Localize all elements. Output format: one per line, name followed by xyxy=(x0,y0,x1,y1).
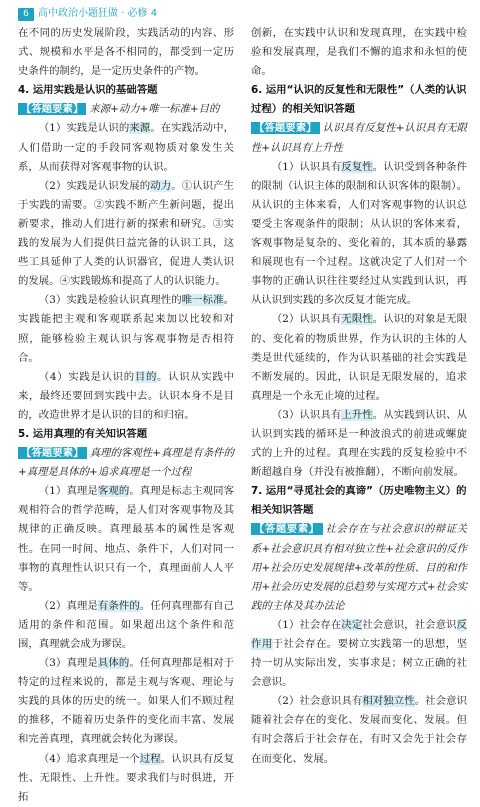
highlighted-term: 决定 xyxy=(341,618,363,631)
answer-key-tag: 【答题要素】 xyxy=(251,122,320,134)
highlighted-term: 反作用 xyxy=(251,618,467,650)
page-header xyxy=(0,0,480,26)
section-7-heading: 7. 运用“寻觅社会的真谛”（历史唯物主义）的相关知识答题 xyxy=(251,485,467,517)
page-number-badge: 6 xyxy=(18,8,34,21)
paragraph-truth-objective: （1）真理是客观的。真理是标志主观同客观相符合的哲学范畴，是人们对客观事物及其规律的正确反映。真理最基本的属性是客观性。在同一时间、地点、条件下，人们对同一事物的真理性认识只有一个，真理面前人人平等。 xyxy=(18,485,235,593)
answer-key-tag: 【答题要素】 xyxy=(18,103,86,115)
answer-key-tag: 【答题要素】 xyxy=(18,447,87,459)
paragraph-cognition-ascending: （3）认识具有上升性。从实践到认识、从认识到实践的循环是一种波浪式的前进或螺旋式的上升的过程。真理在实践的反复检验中不断超越自身（并没有被推翻），不断向前发展。 xyxy=(251,408,467,479)
key-points-text: 认识具有反复性+认识具有无限性+认识具有上升性 xyxy=(251,122,467,154)
paragraph-cognition-infinite: （2）认识具有无限性。认识的对象是无限的、变化着的物质世界，作为认识的主体的人类是世代延续的，作为认识基础的社会实践是不断发展的。因此，认识是无限发展的，追求真理是一个永无止境的过程。 xyxy=(251,313,467,402)
paragraph-practice-motive: （2）实践是认识发展的动力。①认识产生于实践的需要。②实践不断产生新问题，提出新要求，推动人们进行新的探索和研究。③实践的发展为人们提供日益完备的认识工具，这些工具延伸了人类的认识器官，促进人类认识的发展。④实践锻炼和提高了人的认识能力。 xyxy=(18,179,234,288)
highlighted-term: 相对独立性 xyxy=(362,695,415,708)
answer-key-tag: 【答题要素】 xyxy=(251,523,323,535)
section-5-key-points xyxy=(18,444,234,482)
right-column xyxy=(251,24,467,769)
paragraph-cognition-repetitive: （1）认识具有反复性。认识受到各种条件的限制（认识主体的限制和认识客体的限制）。从认识的主体来看，人们对客观事物的认识总要受主客观条件的限制；从认识的客体来看，客观事物是复杂的、变化着的，其本质的暴露和展现也有一个过程。这就决定了人们对一个事物的正确认识往往要经过从实践到认识，再从认识到实践的多次反复才能完成。 xyxy=(251,160,467,307)
highlighted-term: 反复性 xyxy=(341,160,373,173)
paragraph-truth-conditional: （2）真理是有条件的。任何真理都有自己适用的条件和范围。如果超出这个条件和范围，真理就会成为谬误。 xyxy=(18,599,234,650)
paragraph-practice-purpose: （4）实践是认识的目的。认识从实践中来，最终还要回到实践中去。认识本身不是目的，改造世界才是认识的目的和归宿。 xyxy=(18,370,234,421)
paragraph-truth-process: （4）追求真理是一个过程。认识具有反复性、无限性、上升性。要求我们与时俱进，开拓 xyxy=(18,752,234,803)
highlighted-term: 客观的 xyxy=(97,485,130,498)
left-column xyxy=(18,24,234,807)
paragraph-social-existence: （1）社会存在决定社会意识，社会意识反作用于社会存在。要树立实践第一的思想，坚持一切从实际出发，实事求是；树立正确的社会意识。 xyxy=(251,618,468,689)
section-7-key-points xyxy=(251,520,467,615)
section-6-key-points xyxy=(251,119,467,157)
section-4-key-points xyxy=(18,100,234,119)
intro-paragraph: 在不同的历史发展阶段，实践活动的内容、形式、规模和水平是各不相同的，都受到一定历史条件的制约，是一定历史条件的产物。 xyxy=(18,27,234,78)
paragraph-social-consciousness: （2）社会意识具有相对独立性。社会意识随着社会存在的变化、发展而变化、发展。但有时会落后于社会存在，有时又会先于社会存在而变化、发展。 xyxy=(251,695,467,765)
paragraph-truth-concrete: （3）真理是具体的。任何真理都是相对于特定的过程来说的，都是主观与客观、理论与实践的具体的历史的统一。如果人们不顾过程的推移，不随着历史条件的变化而丰富、发展和完善真理，真理就会转化为谬误。 xyxy=(18,657,235,746)
section-6-heading: 6. 运用“认识的反复性和无限性”（人类的认识过程）的相关知识答题 xyxy=(251,84,467,116)
highlighted-term: 目的 xyxy=(134,370,158,383)
section-4-heading: 4. 运用实践是认识的基础答题 xyxy=(18,84,158,97)
key-points-text: 来源+动力+唯一标准+目的 xyxy=(89,103,220,116)
continuation-paragraph: 创新，在实践中认识和发现真理，在实践中检验和发展真理，是我们不懈的追求和永恒的使命。 xyxy=(251,27,467,78)
highlighted-term: 具体的 xyxy=(97,657,130,670)
highlighted-term: 来源 xyxy=(129,122,151,135)
section-5-heading: 5. 运用真理的有关知识答题 xyxy=(18,427,148,440)
highlighted-term: 动力 xyxy=(150,179,172,192)
highlighted-term: 唯一标准 xyxy=(181,294,224,307)
highlighted-term: 有条件的 xyxy=(97,599,140,612)
paragraph-practice-source: （1）实践是认识的来源。在实践活动中，人们借助一定的手段同客观物质对象发生关系，从而获得对客观事物的认识。 xyxy=(18,122,234,173)
highlighted-term: 上升性 xyxy=(341,408,373,421)
key-points-text: 真理的客观性+真理是有条件的+真理是具体的+追求真理是一个过程 xyxy=(18,447,234,479)
key-points-text: 社会存在与社会意识的辩证关系+社会意识具有相对独立性+社会意识的反作用+社会历史发展规律+改革的性质、目的和作用+社会历史发展的总趋势与实现方式+社会实践的主体及其办法论 xyxy=(251,523,468,612)
highlighted-term: 无限性 xyxy=(341,313,373,326)
paragraph-practice-standard: （3）实践是检验认识真理性的唯一标准。实践能把主观和客观联系起来加以比较和对照，能够检验主观认识与客观事物是否相符合。 xyxy=(18,294,234,364)
highlighted-term: 过程 xyxy=(139,752,161,765)
running-title: 高中政治小题狂做 · 必修 4 xyxy=(38,8,158,19)
